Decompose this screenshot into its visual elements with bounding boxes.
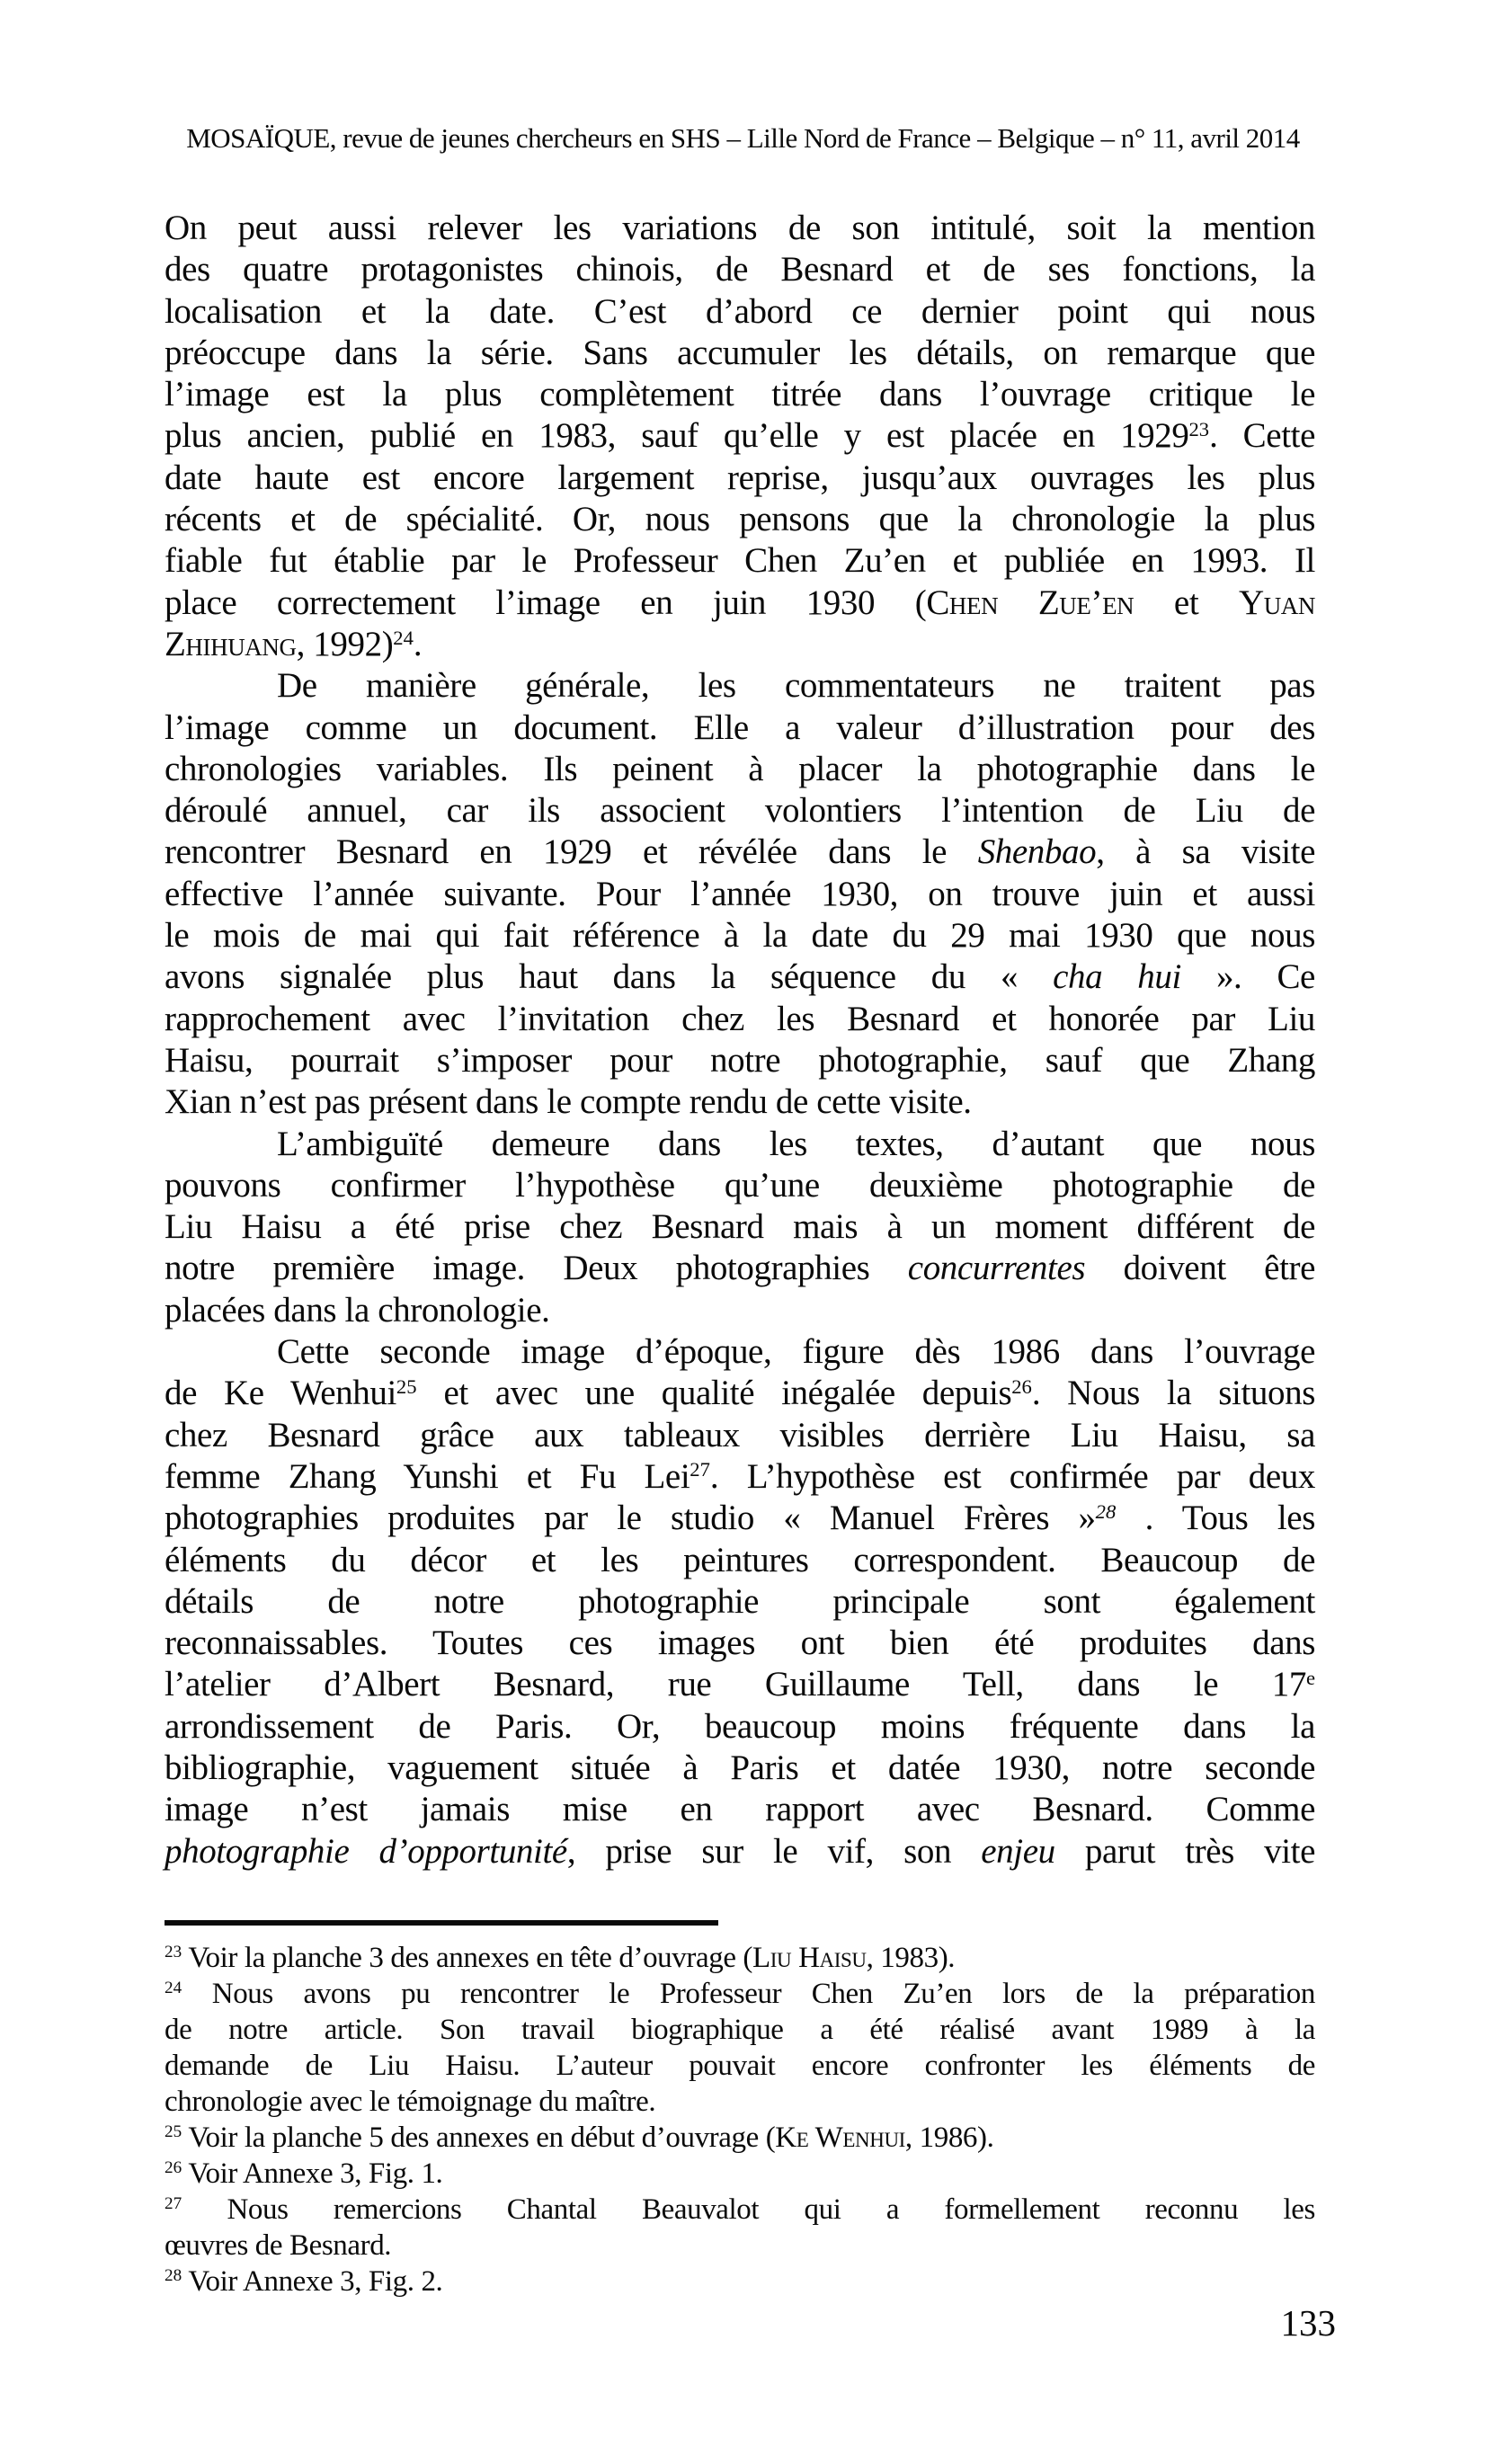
- text-segment: pouvons confirmer l’hypothèse qu’une deuxième photographie de: [165, 1165, 1315, 1205]
- footnote-reference: 24: [393, 626, 414, 649]
- text-segment: rencontrer Besnard en 1929 et révélée dans le: [165, 832, 978, 872]
- text-segment: éléments du décor et les peintures correspondent. Beaucoup de: [165, 1540, 1315, 1579]
- text-line: [165, 1498, 1315, 1539]
- text-line: [165, 499, 1315, 540]
- text-line: [165, 458, 1315, 499]
- text-segment: photographie d’opportunité: [165, 1831, 567, 1871]
- text-line: [165, 1789, 1315, 1830]
- text-segment: le mois de mai qui fait référence à la date du 29 mai 1930 que nous: [165, 916, 1315, 956]
- footnote-line: [165, 2084, 1315, 2120]
- text-segment: L’ambiguïté demeure dans les textes, d’autant que nous: [277, 1124, 1315, 1163]
- text-segment: chronologies variables. Ils peinent à placer la photographie dans le: [165, 749, 1315, 788]
- footnote-line: [165, 2228, 1315, 2264]
- text-segment: Liu Haisu a été prise chez Besnard mais à un moment différent de: [165, 1207, 1315, 1247]
- text-segment: localisation et la date. C’est d’abord ce dernier point qui nous: [165, 291, 1315, 331]
- text-segment: .: [413, 624, 423, 663]
- text-line: [165, 1831, 1315, 1872]
- text-segment: effective l’année suivante. Pour l’année 1930, on trouve juin et aussi: [165, 874, 1315, 913]
- text-segment: demande de Liu Haisu. L’auteur pouvait encore confronter les éléments de: [165, 2050, 1315, 2082]
- text-line: [165, 707, 1315, 749]
- text-line: [165, 249, 1315, 290]
- text-segment: doivent être: [1085, 1249, 1315, 1288]
- text-line: [165, 333, 1315, 374]
- text-segment: et avec une qualité inégalée depuis: [416, 1374, 1012, 1413]
- footnote-line: [165, 2192, 1315, 2228]
- text-segment: chez Besnard grâce aux tableaux visibles derrière Liu Haisu, sa: [165, 1415, 1315, 1454]
- text-segment: Liu Haisu: [752, 1942, 867, 1974]
- text-line: [165, 1124, 1315, 1165]
- footnote-reference: 23: [1188, 418, 1210, 441]
- text-line: [165, 291, 1315, 333]
- text-segment: parut très vite: [1054, 1831, 1315, 1871]
- text-segment: Ke Wenhui: [775, 2122, 905, 2154]
- text-segment: déroulé annuel, car ils associent volontiers l’intention de Liu de: [165, 791, 1315, 831]
- footnote-reference: 28: [1095, 1499, 1117, 1523]
- footnote-reference: 27: [690, 1458, 710, 1481]
- text-segment: notre première image. Deux photographies: [165, 1249, 908, 1288]
- text-segment: Xian n’est pas présent dans le compte rendu de cette visite.: [165, 1082, 972, 1122]
- text-segment: Zhihuang: [165, 624, 297, 663]
- text-segment: On peut aussi relever les variations de son intitulé, soit la mention: [165, 209, 1315, 247]
- text-line: [165, 1623, 1315, 1664]
- text-segment: . Tous les: [1116, 1499, 1315, 1538]
- text-segment: concurrentes: [907, 1249, 1086, 1288]
- text-line: [165, 1040, 1315, 1081]
- text-line: [165, 1373, 1315, 1414]
- text-line: [165, 1206, 1315, 1248]
- text-segment: , 1986).: [904, 2122, 994, 2154]
- footnote-line: [165, 2120, 1315, 2156]
- text-segment: œuvres de Besnard.: [165, 2229, 392, 2262]
- text-segment: avons signalée plus haut dans la séquence du «: [165, 957, 1054, 997]
- text-segment: Chen Zue’en: [926, 583, 1135, 622]
- text-segment: placées dans la chronologie.: [165, 1290, 550, 1330]
- article-body: [165, 208, 1315, 1872]
- footnote-line: [165, 2048, 1315, 2084]
- text-line: [165, 749, 1315, 790]
- text-line: [165, 1290, 1315, 1331]
- text-line: [165, 583, 1315, 624]
- text-segment: , 1983).: [866, 1942, 956, 1974]
- footnote-reference: 24: [165, 1979, 182, 1998]
- text-line: [165, 1331, 1315, 1373]
- text-line: [165, 1456, 1315, 1498]
- text-segment: cha hui: [1053, 957, 1181, 997]
- footnote-separator: [165, 1920, 718, 1926]
- text-segment: . Cette: [1209, 416, 1315, 456]
- footnotes: [165, 1940, 1315, 2299]
- text-line: [165, 915, 1315, 956]
- text-line: [165, 1415, 1315, 1456]
- page-number: 133: [1280, 2302, 1336, 2344]
- text-segment: . L’hypothèse est confirmée par deux: [709, 1456, 1315, 1496]
- text-segment: détails de notre photographie principale sont également: [165, 1581, 1315, 1621]
- text-line: [165, 208, 1315, 249]
- text-segment: et: [1134, 583, 1239, 622]
- footnote-reference: 23: [165, 1943, 182, 1962]
- text-line: [165, 1664, 1315, 1705]
- footnote-reference: 25: [396, 1374, 417, 1398]
- running-header: MOSAÏQUE, revue de jeunes chercheurs en SHS – Lille Nord de France – Belgique – n° 11, avril 2014: [186, 122, 1300, 154]
- text-segment: de Ke Wenhui: [165, 1374, 396, 1413]
- text-segment: Nous remercions Chantal Beauvalot qui a formellement reconnu les: [182, 2193, 1315, 2226]
- text-segment: ». Ce: [1180, 957, 1315, 997]
- text-line: [165, 956, 1315, 998]
- footnote-line: [165, 2264, 1315, 2299]
- text-segment: , 1992): [296, 624, 394, 663]
- text-segment: préoccupe dans la série. Sans accumuler les détails, on remarque que: [165, 333, 1315, 372]
- text-line: [165, 1081, 1315, 1123]
- text-segment: des quatre protagonistes chinois, de Besnard et de ses fonctions, la: [165, 250, 1315, 289]
- text-line: [165, 374, 1315, 415]
- text-line: [165, 1165, 1315, 1206]
- text-segment: , prise sur le vif, son: [566, 1831, 982, 1871]
- text-line: [165, 1248, 1315, 1289]
- text-line: [165, 665, 1315, 707]
- text-segment: l’image est la plus complètement titrée dans l’ouvrage critique le: [165, 375, 1315, 414]
- footnote-reference: 27: [165, 2194, 182, 2214]
- text-segment: date haute est encore largement reprise, jusqu’aux ouvrages les plus: [165, 458, 1315, 497]
- text-segment: , à sa visite: [1096, 832, 1316, 872]
- text-segment: photographies produites par le studio « Manuel Frères »: [165, 1499, 1096, 1538]
- text-segment: bibliographie, vaguement située à Paris et datée 1930, notre seconde: [165, 1748, 1315, 1787]
- text-segment: Voir la planche 5 des annexes en début d’ouvrage (: [182, 2122, 776, 2154]
- text-line: [165, 1540, 1315, 1581]
- text-line: [165, 790, 1315, 832]
- text-segment: plus ancien, publié en 1983, sauf qu’elle y est placée en 1929: [165, 416, 1189, 456]
- text-segment: image n’est jamais mise en rapport avec Besnard. Comme: [165, 1790, 1315, 1829]
- text-segment: Shenbao: [977, 832, 1097, 872]
- text-segment: de notre article. Son travail biographique a été réalisé avant 1989 à la: [165, 2014, 1315, 2046]
- text-segment: De manière générale, les commentateurs ne traitent pas: [277, 666, 1315, 706]
- text-line: [165, 1706, 1315, 1748]
- text-line: [165, 874, 1315, 915]
- text-segment: enjeu: [981, 1831, 1055, 1871]
- text-segment: Voir Annexe 3, Fig. 2.: [182, 2265, 443, 2298]
- text-segment: arrondissement de Paris. Or, beaucoup moins fréquente dans la: [165, 1706, 1315, 1746]
- text-segment: Yuan: [1238, 583, 1315, 622]
- footnote-reference: 28: [165, 2266, 182, 2286]
- text-segment: . Nous la situons: [1031, 1374, 1315, 1413]
- text-line: [165, 1748, 1315, 1789]
- text-line: [165, 1581, 1315, 1623]
- text-segment: Voir la planche 3 des annexes en tête d’ouvrage (: [182, 1942, 753, 1974]
- footnote-reference: 26: [165, 2158, 182, 2178]
- text-segment: Voir Annexe 3, Fig. 1.: [182, 2157, 443, 2190]
- footnote-line: [165, 2156, 1315, 2192]
- text-line: [165, 624, 1315, 665]
- footnote-line: [165, 1976, 1315, 2012]
- text-line: [165, 415, 1315, 457]
- footnote-line: [165, 1940, 1315, 1976]
- text-segment: Cette seconde image d’époque, figure dès 1986 dans l’ouvrage: [277, 1332, 1315, 1372]
- text-segment: reconnaissables. Toutes ces images ont bien été produites dans: [165, 1623, 1315, 1663]
- text-segment: rapprochement avec l’invitation chez les Besnard et honorée par Liu: [165, 999, 1315, 1038]
- text-line: [165, 832, 1315, 873]
- footnote-reference: 25: [165, 2122, 182, 2142]
- text-segment: fiable fut établie par le Professeur Chen Zu’en et publiée en 1993. Il: [165, 541, 1315, 581]
- text-segment: chronologie avec le témoignage du maître.: [165, 2086, 656, 2118]
- text-line: [165, 540, 1315, 582]
- text-segment: Haisu, pourrait s’imposer pour notre photographie, sauf que Zhang: [165, 1040, 1315, 1080]
- text-segment: femme Zhang Yunshi et Fu Lei: [165, 1456, 690, 1496]
- text-segment: Nous avons pu rencontrer le Professeur Chen Zu’en lors de la préparation: [182, 1978, 1315, 2010]
- text-segment: l’image comme un document. Elle a valeur d’illustration pour des: [165, 707, 1315, 747]
- footnote-reference: 26: [1011, 1374, 1032, 1398]
- footnote-line: [165, 2012, 1315, 2048]
- text-line: [165, 999, 1315, 1040]
- text-segment: récents et de spécialité. Or, nous pensons que la chronologie la plus: [165, 500, 1315, 539]
- text-segment: l’atelier d’Albert Besnard, rue Guillaume Tell, dans le 17: [165, 1665, 1306, 1704]
- text-segment: place correctement l’image en juin 1930 (: [165, 583, 927, 622]
- footnote-reference: e: [1305, 1666, 1315, 1689]
